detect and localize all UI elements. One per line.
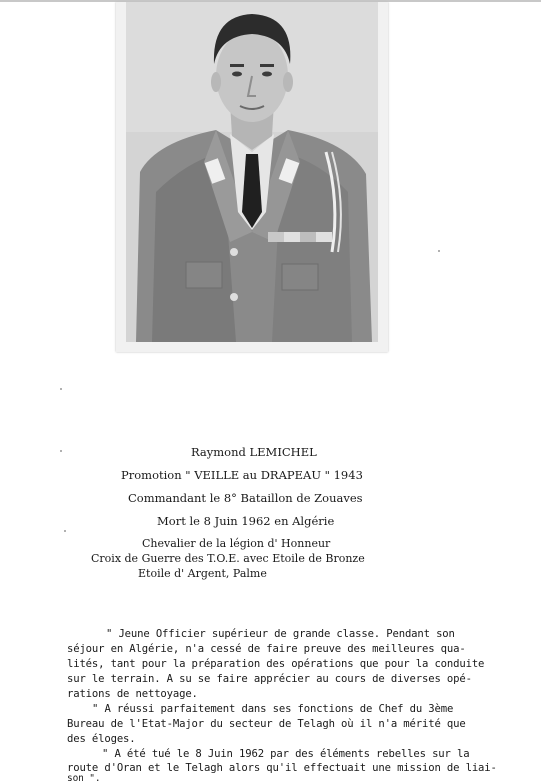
portrait-image (126, 2, 378, 342)
citation-line-2: séjour en Algérie, n'a cessé de faire preuve des meilleures qua- (67, 643, 466, 655)
death-line: Mort le 8 Juin 1962 en Algérie (157, 514, 335, 528)
citation-line-7: Bureau de l'Etat-Major du secteur de Telagh où il n'a mérité que (67, 718, 466, 730)
honour-line-1: Chevalier de la légion d' Honneur (142, 537, 331, 550)
officer-name: Raymond LEMICHEL (191, 445, 317, 459)
command-line: Commandant le 8° Bataillon de Zouaves (128, 491, 363, 505)
citation-line-11: son ". (67, 773, 101, 784)
citation-line-8: des éloges. (67, 733, 136, 745)
scan-speck (438, 250, 440, 252)
scan-speck (60, 450, 62, 452)
citation-line-10: route d'Oran et le Telagh alors qu'il effectuait une mission de liai- (67, 762, 497, 774)
citation-line-4: sur le terrain. A su se faire apprécier au cours de diverses opé- (67, 673, 472, 685)
officer-portrait-icon (126, 2, 378, 342)
portrait-photo (116, 2, 388, 352)
scan-speck (60, 388, 62, 390)
honour-line-2: Croix de Guerre des T.O.E. avec Etoile de Bronze (91, 552, 365, 565)
citation-line-6: " A réussi parfaitement dans ses fonctions de Chef du 3ème (92, 703, 454, 715)
promotion-line: Promotion " VEILLE au DRAPEAU " 1943 (121, 468, 363, 482)
citation-line-3: lités, tant pour la préparation des opérations que pour la conduite (67, 658, 485, 670)
scan-speck (64, 530, 66, 532)
citation-line-9: " A été tué le 8 Juin 1962 par des éléments rebelles sur la (102, 748, 470, 760)
citation-line-5: rations de nettoyage. (67, 688, 198, 700)
honour-line-3: Etoile d' Argent, Palme (138, 567, 267, 580)
citation-line-1: " Jeune Officier supérieur de grande classe. Pendant son (106, 628, 455, 640)
